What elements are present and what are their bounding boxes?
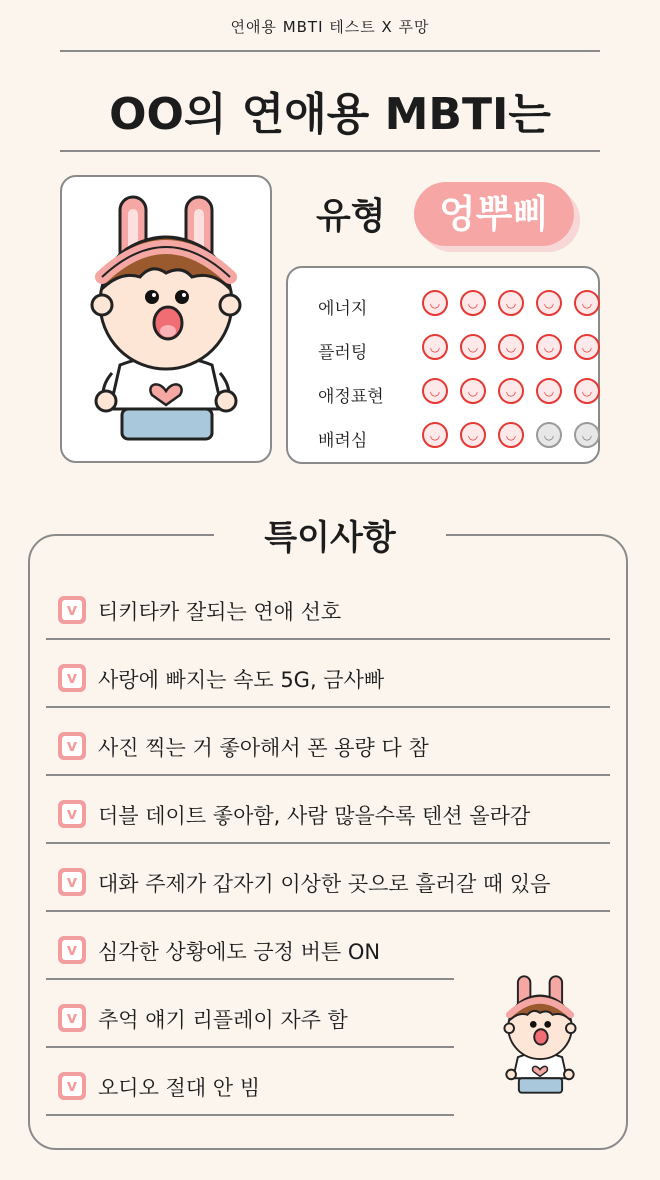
checklist-item-text: 추억 얘기 리플레이 자주 함 (98, 1008, 348, 1032)
bunny-character-illustration (62, 177, 270, 461)
checklist-item (46, 732, 610, 776)
stats-card (286, 266, 600, 464)
kissing-face-icon: ◡ (422, 334, 448, 360)
heart-eyes-face-icon: ◡ (536, 378, 562, 404)
heart-eyes-face-icon: ◡ (422, 378, 448, 404)
item-underline (46, 638, 610, 640)
checklist-item-text: 심각한 상황에도 긍정 버튼 ON (98, 940, 381, 964)
smile-face-icon: ◡ (498, 422, 524, 448)
type-badge: 엉뿌삐 (414, 182, 574, 246)
page-title: OO의 연애용 MBTI는 (109, 89, 551, 140)
smile-face-icon: ◡ (574, 422, 600, 448)
sunglasses-face-icon: ◡ (422, 290, 448, 316)
check-icon: v (58, 1072, 86, 1100)
smile-face-icon: ◡ (460, 422, 486, 448)
item-underline (46, 1046, 454, 1048)
heart-eyes-face-icon: ◡ (498, 378, 524, 404)
character-card (60, 175, 272, 463)
divider-top (60, 50, 600, 52)
stat-row (318, 418, 593, 458)
checklist-item (46, 596, 610, 640)
stat-row (318, 374, 593, 414)
checklist-item (46, 1004, 454, 1048)
stat-label: 에너지 (318, 299, 368, 319)
kissing-face-icon: ◡ (498, 334, 524, 360)
section-title: 특이사항 (214, 510, 446, 562)
checklist-item-text: 사진 찍는 거 좋아해서 폰 용량 다 참 (98, 736, 429, 760)
stat-label: 애정표현 (318, 387, 384, 407)
item-underline (46, 774, 610, 776)
checklist-item-text: 오디오 절대 안 빔 (98, 1076, 261, 1100)
check-icon: v (58, 664, 86, 692)
stat-label: 플러팅 (318, 343, 368, 363)
check-icon: v (58, 596, 86, 624)
header-top-text: 연애용 MBTI 테스트 X 푸망 (230, 18, 430, 36)
item-underline (46, 978, 454, 980)
checklist-item (46, 936, 454, 980)
check-icon: v (58, 800, 86, 828)
checklist-item (46, 868, 610, 912)
type-label: 유형 (316, 196, 386, 237)
checklist-item-text: 대화 주제가 갑자기 이상한 곳으로 흘러갈 때 있음 (98, 872, 551, 896)
checklist-item (46, 800, 610, 844)
divider-title (60, 150, 600, 152)
item-underline (46, 910, 610, 912)
checklist-item-text: 티키타카 잘되는 연애 선호 (98, 600, 342, 624)
stat-row (318, 330, 593, 370)
smile-face-icon: ◡ (536, 422, 562, 448)
checklist-item (46, 664, 610, 708)
kissing-face-icon: ◡ (536, 334, 562, 360)
item-underline (46, 706, 610, 708)
kissing-face-icon: ◡ (460, 334, 486, 360)
sunglasses-face-icon: ◡ (460, 290, 486, 316)
heart-eyes-face-icon: ◡ (460, 378, 486, 404)
stat-label: 배려심 (318, 431, 368, 451)
check-icon: v (58, 1004, 86, 1032)
checklist-item (46, 1072, 454, 1116)
sunglasses-face-icon: ◡ (574, 290, 600, 316)
check-icon: v (58, 936, 86, 964)
item-underline (46, 842, 610, 844)
checklist-item-text: 더블 데이트 좋아함, 사람 많을수록 텐션 올라감 (98, 804, 531, 828)
sunglasses-face-icon: ◡ (536, 290, 562, 316)
item-underline (46, 1114, 454, 1116)
check-icon: v (58, 868, 86, 896)
sunglasses-face-icon: ◡ (498, 290, 524, 316)
smile-face-icon: ◡ (422, 422, 448, 448)
stat-row (318, 286, 593, 326)
heart-eyes-face-icon: ◡ (574, 378, 600, 404)
checklist-item-text: 사랑에 빠지는 속도 5G, 금사빠 (98, 668, 385, 692)
bunny-character-small-illustration (490, 955, 590, 1115)
check-icon: v (58, 732, 86, 760)
kissing-face-icon: ◡ (574, 334, 600, 360)
